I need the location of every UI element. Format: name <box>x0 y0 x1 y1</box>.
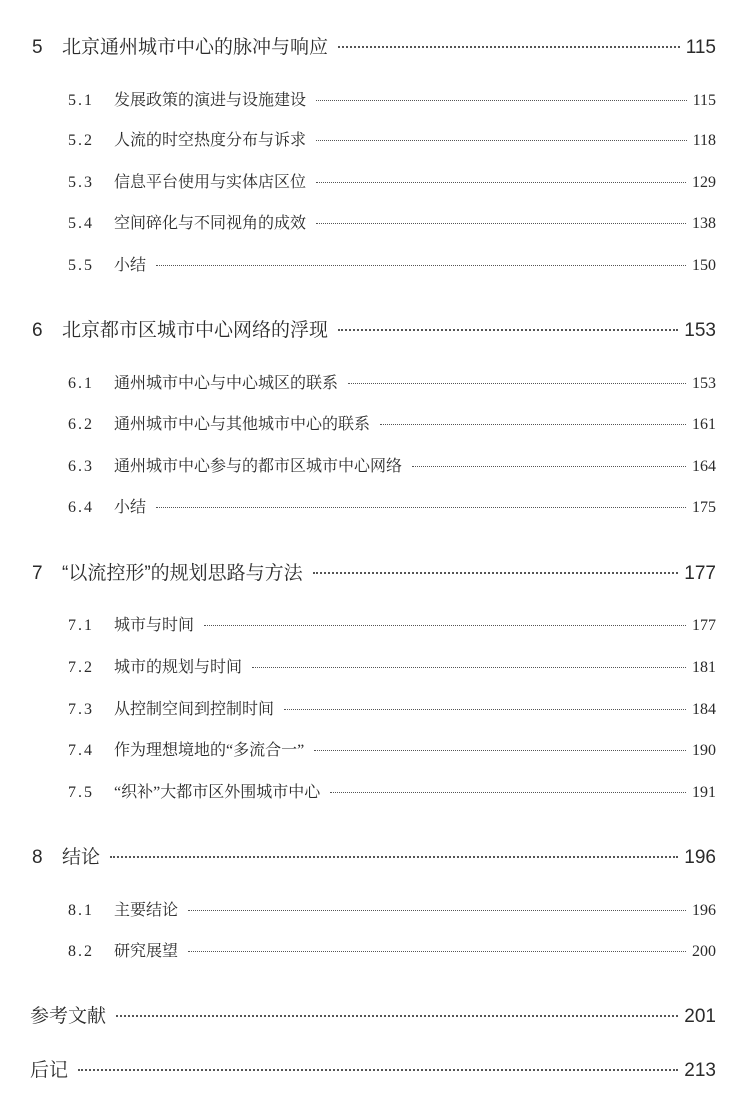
section-title: 城市与时间 <box>114 617 195 634</box>
dot-leader <box>316 223 686 224</box>
page-number: 175 <box>692 499 716 516</box>
section-title: 城市的规划与时间 <box>114 659 243 676</box>
toc-section-5-1[interactable] <box>68 87 716 110</box>
toc-section-5-5[interactable] <box>68 252 716 275</box>
section-title: 作为理想境地的“多流合一” <box>114 742 305 759</box>
section-number: 7.1 <box>68 617 94 634</box>
toc-section-6-2[interactable] <box>68 411 716 434</box>
section-title: 信息平台使用与实体店区位 <box>114 174 307 191</box>
section-title: “织补”大都市区外围城市中心 <box>114 784 321 801</box>
page-number: 164 <box>692 458 716 475</box>
backmatter-title: 参考文献 <box>30 1006 107 1027</box>
toc-section-7-2[interactable] <box>68 654 716 677</box>
toc-section-6-3[interactable] <box>68 453 716 476</box>
section-number: 7.2 <box>68 659 94 676</box>
dot-leader <box>316 140 687 141</box>
page-number: 213 <box>684 1060 716 1081</box>
page-number: 115 <box>692 92 716 109</box>
page-number: 129 <box>692 174 716 191</box>
toc-chapter-6[interactable] <box>32 315 716 342</box>
section-number: 8.2 <box>68 943 94 960</box>
section-title: 通州城市中心参与的都市区城市中心网络 <box>114 458 403 475</box>
section-title: 小结 <box>114 257 147 274</box>
dot-leader <box>330 792 686 793</box>
chapter-number: 5 <box>32 37 43 58</box>
chapter-number: 8 <box>32 847 43 868</box>
section-number: 6.2 <box>68 416 94 433</box>
section-title: 空间碎化与不同视角的成效 <box>114 215 307 232</box>
section-number: 8.1 <box>68 902 94 919</box>
page-number: 161 <box>692 416 716 433</box>
section-number: 7.5 <box>68 784 94 801</box>
toc-section-8-1[interactable] <box>68 897 716 920</box>
section-title: 主要结论 <box>114 902 179 919</box>
dot-leader <box>204 625 686 626</box>
toc-chapter-5[interactable] <box>32 32 716 59</box>
toc-afterword[interactable] <box>30 1055 716 1082</box>
section-number: 5.5 <box>68 257 94 274</box>
toc-section-6-1[interactable] <box>68 370 716 393</box>
chapter-title: 北京通州城市中心的脉冲与响应 <box>62 37 329 58</box>
section-title: 研究展望 <box>114 943 179 960</box>
dot-leader <box>284 709 686 710</box>
dot-leader <box>338 329 678 331</box>
toc-section-5-2[interactable] <box>68 127 716 150</box>
page-number: 184 <box>692 701 716 718</box>
section-number: 5.3 <box>68 174 94 191</box>
section-number: 5.2 <box>68 132 94 149</box>
page-number: 153 <box>692 375 716 392</box>
dot-leader <box>252 667 686 668</box>
dot-leader <box>110 856 678 858</box>
page-number: 191 <box>692 784 716 801</box>
toc-references[interactable] <box>30 1001 716 1028</box>
page-number: 150 <box>692 257 716 274</box>
dot-leader <box>314 750 686 751</box>
toc-section-7-4[interactable] <box>68 737 716 760</box>
section-number: 6.4 <box>68 499 94 516</box>
page-number: 138 <box>692 215 716 232</box>
chapter-title: 结论 <box>62 847 101 868</box>
page-number: 190 <box>692 742 716 759</box>
section-number: 6.1 <box>68 375 94 392</box>
page-number: 181 <box>692 659 716 676</box>
toc-section-7-3[interactable] <box>68 696 716 719</box>
chapter-title: 北京都市区城市中心网络的浮现 <box>62 320 329 341</box>
toc-chapter-8[interactable] <box>32 842 716 869</box>
page-number: 200 <box>692 943 716 960</box>
toc-chapter-7[interactable] <box>32 558 716 585</box>
dot-leader <box>156 507 686 508</box>
chapter-number: 6 <box>32 320 43 341</box>
section-number: 7.4 <box>68 742 94 759</box>
section-title: 发展政策的演进与设施建设 <box>114 92 307 109</box>
dot-leader <box>348 383 686 384</box>
page-number: 196 <box>684 847 716 868</box>
page-number: 153 <box>684 320 716 341</box>
section-title: 从控制空间到控制时间 <box>114 701 275 718</box>
dot-leader <box>78 1069 678 1071</box>
section-title: 人流的时空热度分布与诉求 <box>114 132 307 149</box>
page-number: 177 <box>692 617 716 634</box>
section-title: 通州城市中心与其他城市中心的联系 <box>114 416 371 433</box>
dot-leader <box>188 910 686 911</box>
page-number: 115 <box>685 37 716 58</box>
dot-leader <box>156 265 686 266</box>
dot-leader <box>338 46 680 48</box>
page-number: 177 <box>684 563 716 584</box>
dot-leader <box>380 424 686 425</box>
toc-section-8-2[interactable] <box>68 938 716 961</box>
backmatter-title: 后记 <box>30 1060 69 1081</box>
page-number: 201 <box>684 1006 716 1027</box>
section-number: 7.3 <box>68 701 94 718</box>
toc-section-5-3[interactable] <box>68 169 716 192</box>
chapter-number: 7 <box>32 563 43 584</box>
section-title: 小结 <box>114 499 147 516</box>
section-number: 6.3 <box>68 458 94 475</box>
dot-leader <box>116 1015 678 1017</box>
section-number: 5.1 <box>68 92 94 109</box>
toc-section-5-4[interactable] <box>68 210 716 233</box>
toc-section-6-4[interactable] <box>68 494 716 517</box>
dot-leader <box>316 100 687 101</box>
toc-section-7-1[interactable] <box>68 612 716 635</box>
chapter-title: “以流控形”的规划思路与方法 <box>62 563 303 584</box>
dot-leader <box>316 182 686 183</box>
dot-leader <box>188 951 686 952</box>
page-number: 196 <box>692 902 716 919</box>
dot-leader <box>412 466 686 467</box>
dot-leader <box>313 572 679 574</box>
toc-section-7-5[interactable] <box>68 779 716 802</box>
section-number: 5.4 <box>68 215 94 232</box>
section-title: 通州城市中心与中心城区的联系 <box>114 375 339 392</box>
page-number: 118 <box>692 132 716 149</box>
